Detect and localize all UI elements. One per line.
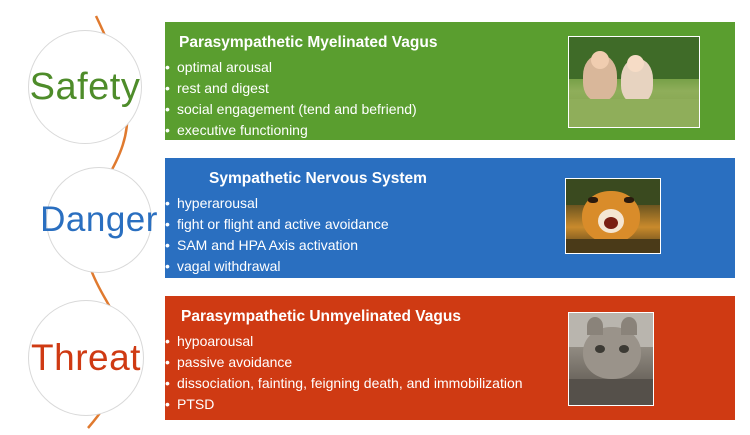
list-item: • optimal arousal xyxy=(165,57,735,78)
level-label-danger xyxy=(40,167,158,273)
level-label-threat xyxy=(28,300,144,416)
photo-content xyxy=(569,37,699,127)
level-label-threat-text: Threat xyxy=(31,337,141,378)
level-label-safety xyxy=(28,30,142,144)
level-label-danger-text: Danger xyxy=(40,200,158,239)
photo-content xyxy=(569,313,653,405)
photo-content xyxy=(566,179,660,253)
list-item: • rest and digest xyxy=(165,78,735,99)
photo-roaring-tiger xyxy=(565,178,661,254)
list-item: • hyperarousal xyxy=(165,193,735,214)
list-item: • passive avoidance xyxy=(165,352,735,373)
list-item: • social engagement (tend and befriend) xyxy=(165,99,735,120)
list-item: • PTSD xyxy=(165,394,735,415)
list-item: • SAM and HPA Axis activation xyxy=(165,235,735,256)
list-item: • hypoarousal xyxy=(165,331,735,352)
band-danger-heading: Sympathetic Nervous System xyxy=(209,170,427,187)
list-item: • vagal withdrawal xyxy=(165,256,735,277)
photo-cat xyxy=(568,312,654,406)
band-safety-heading: Parasympathetic Myelinated Vagus xyxy=(179,34,438,51)
band-threat-heading: Parasympathetic Unmyelinated Vagus xyxy=(181,308,461,325)
list-item: • executive functioning xyxy=(165,120,735,141)
list-item: • dissociation, fainting, feigning death, and immobilization xyxy=(165,373,735,394)
level-label-safety-text: Safety xyxy=(29,65,141,108)
photo-family-on-grass xyxy=(568,36,700,128)
list-item: • fight or flight and active avoidance xyxy=(165,214,735,235)
